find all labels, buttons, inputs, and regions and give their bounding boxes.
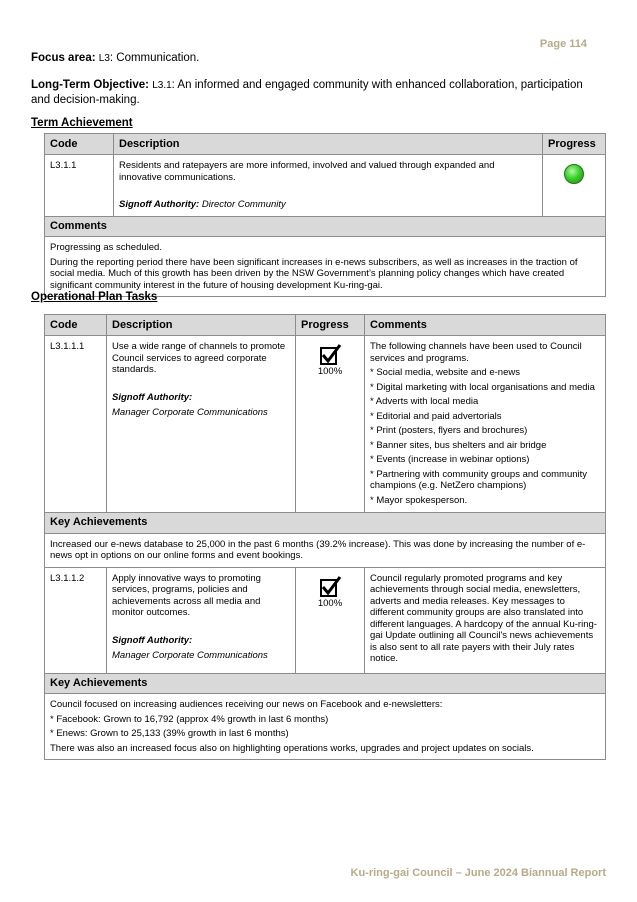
comment-line: * Social media, website and e-news xyxy=(370,367,520,378)
key-achievements-header-row xyxy=(45,673,606,694)
focus-area-code: L3 xyxy=(98,53,110,64)
key-achievements-header: Key Achievements xyxy=(45,673,606,694)
comments-row xyxy=(45,237,606,297)
signoff-value: Manager Corporate Communications xyxy=(112,407,268,418)
objective-text: : An informed and engaged community with enhanced collaboration, participation and decision-making. xyxy=(31,79,583,106)
task-progress-value: 100% xyxy=(317,366,343,377)
task-description-text: Use a wide range of channels to promote Council services to agreed corporate standards. xyxy=(112,341,286,375)
signoff-label: Signoff Authority: xyxy=(119,199,200,210)
achievement-line: * Facebook: Grown to 16,792 (approx 4% growth in last 6 months) xyxy=(50,713,329,725)
status-on-track-icon xyxy=(564,164,584,184)
achievement-line: * Enews: Grown to 25,133 (39% growth in last 6 months) xyxy=(50,728,289,739)
objective-code: L3.1 xyxy=(152,80,172,91)
comment-line: * Events (increase in webinar options) xyxy=(370,454,530,465)
key-achievements-cell xyxy=(45,694,606,760)
key-achievements-row xyxy=(45,533,606,567)
table-row xyxy=(45,567,606,673)
operational-plan-title: Operational Plan Tasks xyxy=(31,291,158,303)
task-progress xyxy=(296,567,365,673)
operational-plan-table xyxy=(44,314,606,760)
key-achievements-row xyxy=(45,694,606,760)
col-code: Code xyxy=(45,134,114,155)
comment-line: * Partnering with community groups and community champions (e.g. NetZero champions) xyxy=(370,468,588,491)
comment-line: * Digital marketing with local organisations and media xyxy=(370,381,595,393)
comment-line: * Editorial and paid advertorials xyxy=(370,410,502,422)
long-term-objective xyxy=(31,78,596,108)
signoff-label: Signoff Authority: xyxy=(112,391,193,403)
key-achievements-cell xyxy=(45,533,606,567)
checked-box-icon xyxy=(320,344,340,364)
description-text: Residents and ratepayers are more informed, involved and valued through expanded and innovative communications. xyxy=(119,160,495,183)
col-progress: Progress xyxy=(296,315,365,336)
comment-line: The following channels have been used to Council services and programs. xyxy=(370,341,582,364)
task-code: L3.1.1.1 xyxy=(45,336,107,513)
checked-box-icon xyxy=(320,576,340,596)
comment-line: During the reporting period there have been significant increases in e-news subscribers, as well as increases in the traction of social media. Much of this growth has been driven by the NSW Government’s planning policy changes which have created significant community interest in the future of housing development Ku-ring-gai. xyxy=(50,256,578,291)
report-footer: Ku-ring-gai Council – June 2024 Biannual Report xyxy=(350,867,606,879)
table-row xyxy=(45,155,606,217)
col-description: Description xyxy=(107,315,296,336)
comment-line: * Mayor spokesperson. xyxy=(370,494,468,506)
col-code: Code xyxy=(45,315,107,336)
table-header-row xyxy=(45,134,606,155)
comment-line: * Banner sites, bus shelters and air bridge xyxy=(370,439,547,451)
comment-line: Progressing as scheduled. xyxy=(50,242,162,253)
achievement-line: Increased our e-news database to 25,000 in the past 6 months (39.2% increase). This was done by increasing the number of e-news opt in options on our online forms and event bookings. xyxy=(50,538,586,561)
signoff-label: Signoff Authority: xyxy=(112,634,193,646)
comment-line: Council regularly promoted programs and key achievements through social media, enewsletters, adverts and media releases. Key messages to different community groups are also translated into different languages. A hardcopy of the annual Ku-ring-gai Update outlining all Council's news achievements is also sent to all rate payers with their July rates notice. xyxy=(370,572,597,664)
comments-header: Comments xyxy=(45,216,606,237)
row-progress xyxy=(543,155,606,217)
task-code: L3.1.1.2 xyxy=(45,567,107,673)
term-achievement-title: Term Achievement xyxy=(31,117,133,129)
term-achievement-table xyxy=(44,133,606,297)
task-comments xyxy=(365,567,606,673)
col-comments: Comments xyxy=(365,315,606,336)
signoff xyxy=(112,635,290,662)
focus-area-text: : Communication. xyxy=(109,52,200,64)
task-comments xyxy=(365,336,606,513)
comment-line: * Adverts with local media xyxy=(370,396,479,407)
table-row xyxy=(45,336,606,513)
objective-label: Long-Term Objective: xyxy=(31,79,149,91)
achievement-line: Council focused on increasing audiences receiving our news on Facebook and e-newsletters: xyxy=(50,699,443,710)
col-description: Description xyxy=(114,134,543,155)
task-description-text: Apply innovative ways to promoting services, programs, policies and achievements across all media and monitor outcomes. xyxy=(112,572,261,618)
focus-area xyxy=(31,52,199,64)
signoff xyxy=(119,199,537,211)
focus-area-label: Focus area: xyxy=(31,52,96,64)
col-progress: Progress xyxy=(543,134,606,155)
key-achievements-header-row xyxy=(45,513,606,534)
row-description xyxy=(114,155,543,217)
achievement-line: There was also an increased focus also on highlighting operations works, upgrades and project updates on socials. xyxy=(50,742,534,754)
comment-line: * Print (posters, flyers and brochures) xyxy=(370,425,528,436)
table-header-row xyxy=(45,315,606,336)
comments-cell xyxy=(45,237,606,297)
task-progress xyxy=(296,336,365,513)
comments-header-row xyxy=(45,216,606,237)
key-achievements-header: Key Achievements xyxy=(45,513,606,534)
row-code: L3.1.1 xyxy=(45,155,114,217)
signoff-value: Director Community xyxy=(201,199,286,210)
task-progress-value: 100% xyxy=(317,597,343,609)
task-description xyxy=(107,336,296,513)
signoff-value: Manager Corporate Communications xyxy=(112,650,268,661)
signoff xyxy=(112,392,290,419)
page-number: Page 114 xyxy=(539,38,587,50)
task-description xyxy=(107,567,296,673)
